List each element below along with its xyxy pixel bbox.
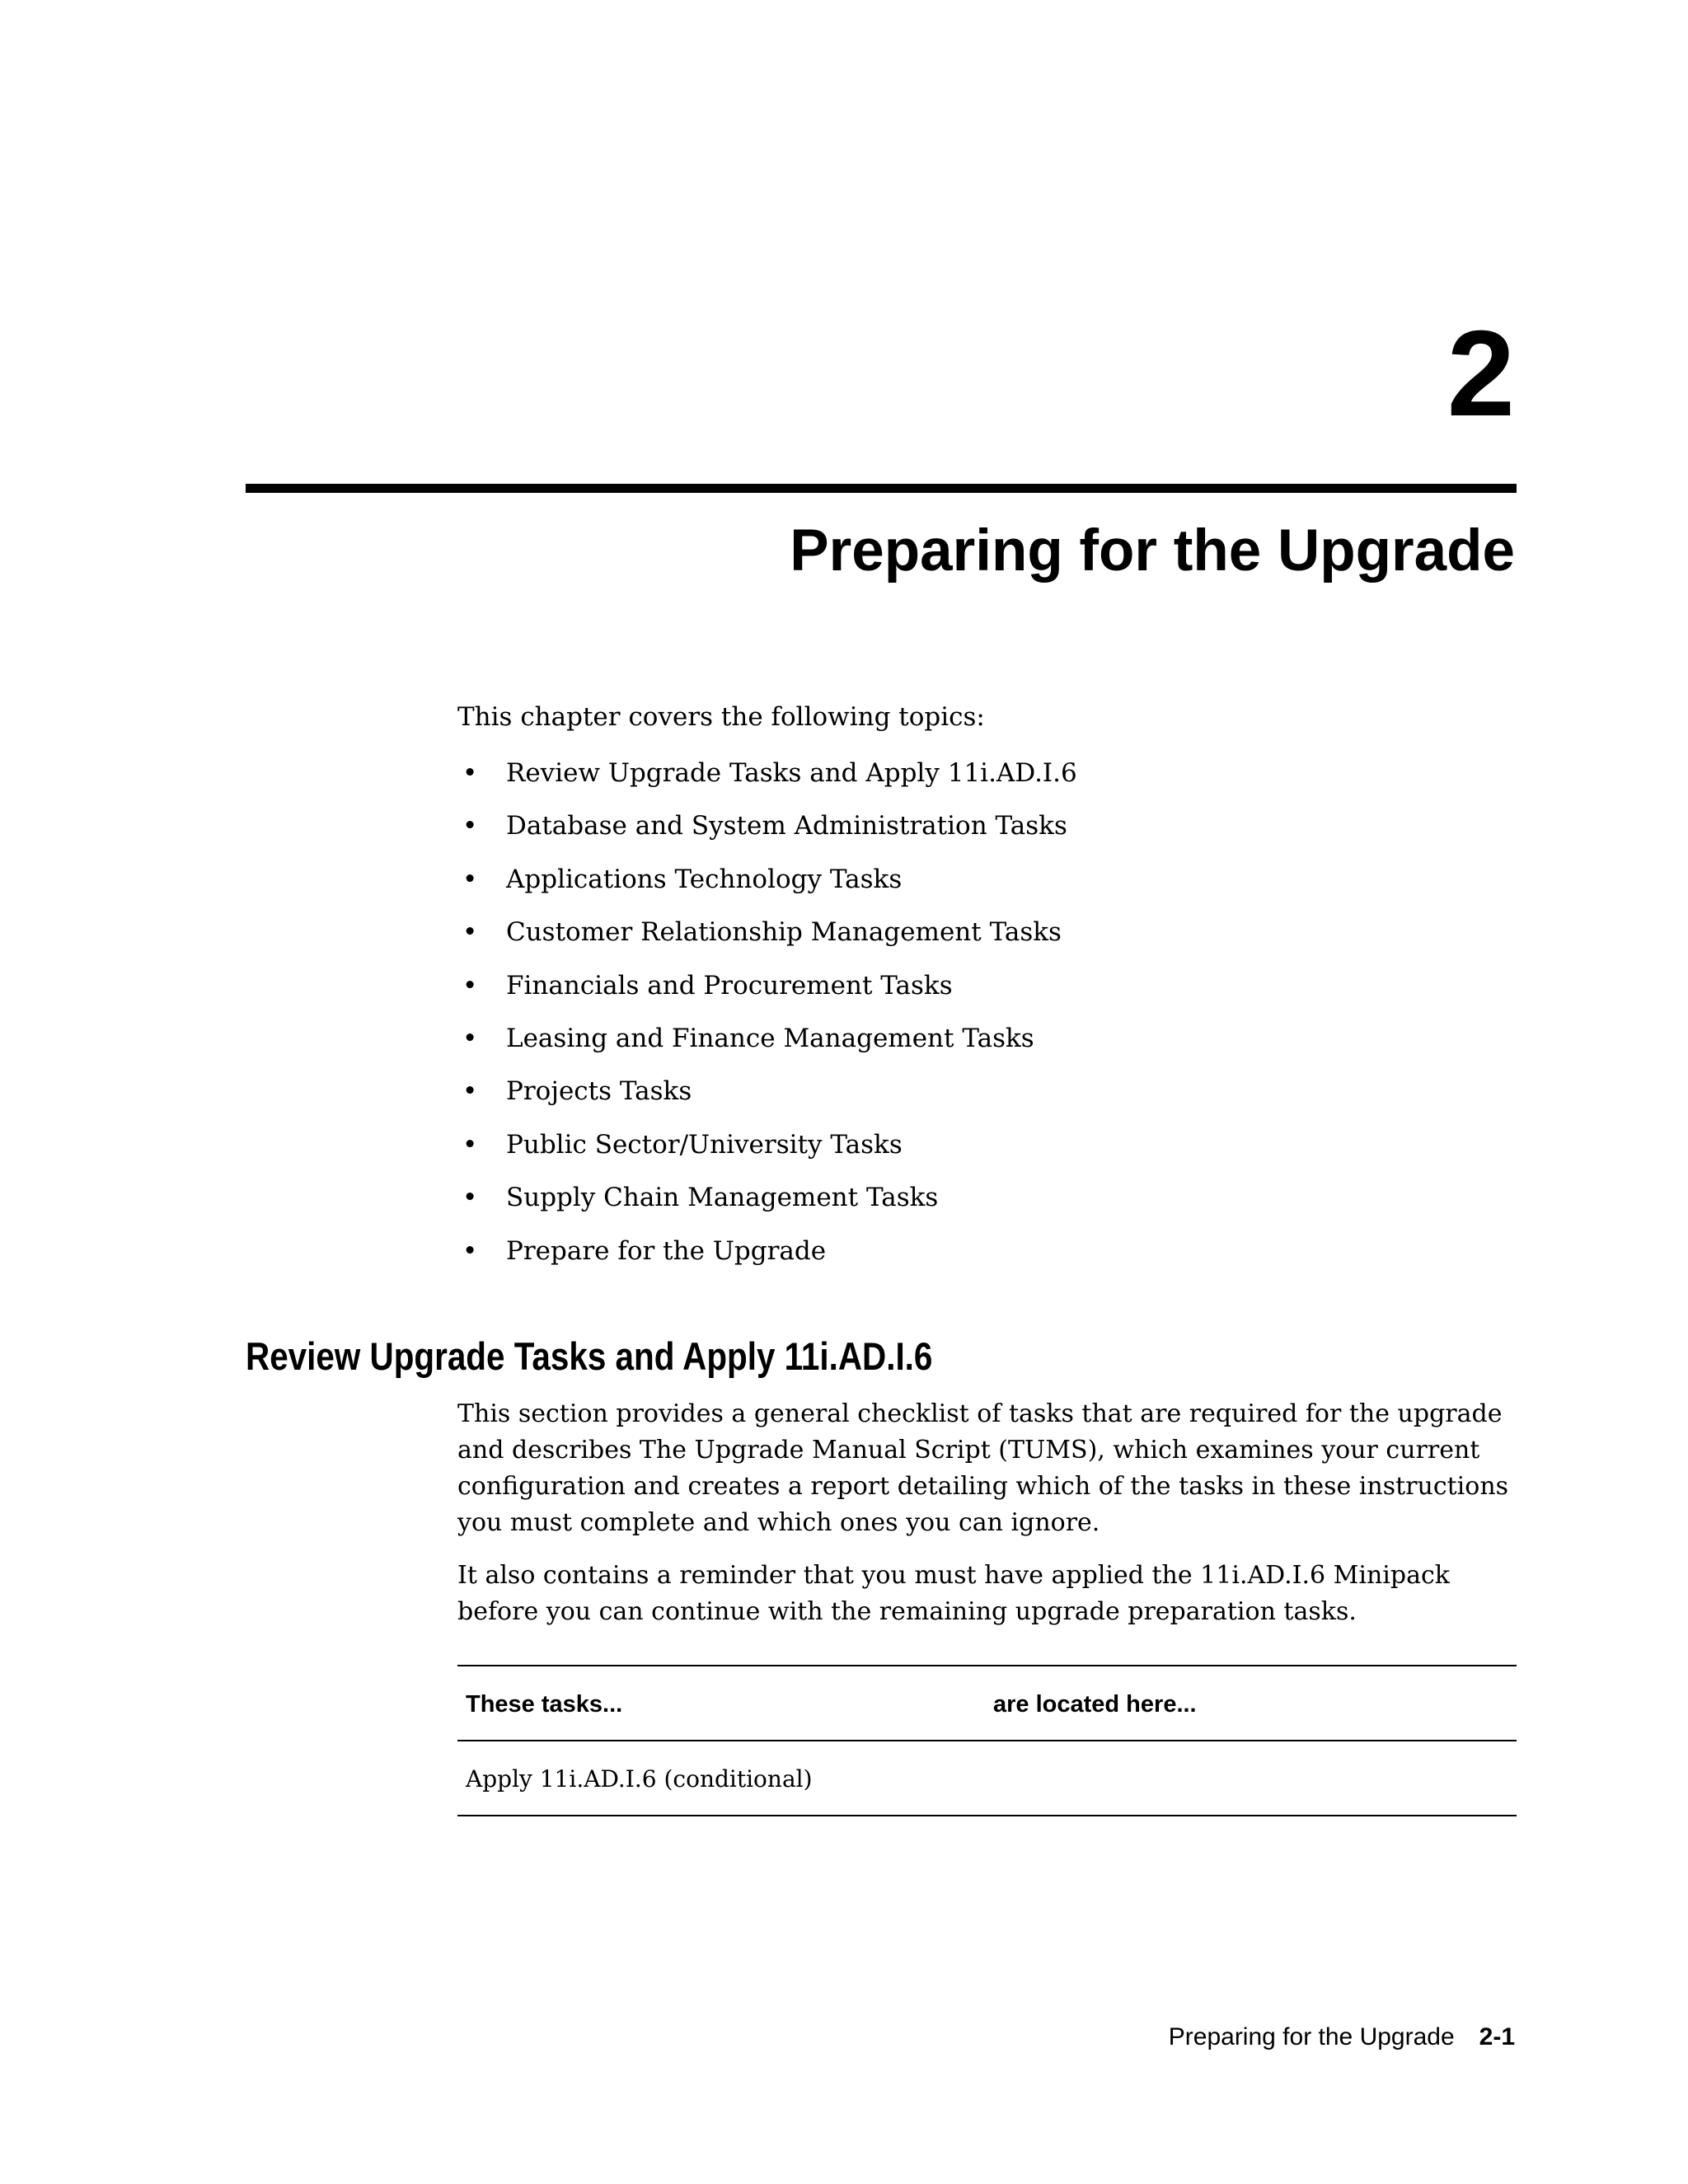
bullet-icon: • [462,864,478,894]
topic-label: Leasing and Finance Management Tasks [506,1023,1034,1053]
topic-label: Financials and Procurement Tasks [506,970,953,1001]
topic-item [457,861,1517,914]
footer-page-number: 2-1 [1479,2023,1515,2050]
topic-item [457,1073,1517,1126]
topic-label: Customer Relationship Management Tasks [506,917,1062,948]
topic-label: Projects Tasks [506,1076,692,1107]
section-paragraph: It also contains a reminder that you must have applied the 11i.AD.I.6 Minipack before you can continue with the remaining upgrade preparation tasks. [457,1561,1450,1626]
page-footer [1169,2023,1515,2051]
topic-item [457,968,1517,1020]
table-row [457,1741,1517,1815]
chapter-rule [246,484,1517,493]
topic-label: Database and System Administration Tasks [506,811,1067,841]
topic-item [457,1020,1517,1073]
bullet-icon: • [462,1235,478,1266]
section-heading: Review Upgrade Tasks and Apply 11i.AD.I.6 [246,1334,933,1378]
topic-label: Supply Chain Management Tasks [506,1183,939,1213]
table-cell: Apply 11i.AD.I.6 (conditional) [466,1765,813,1793]
topic-item [457,1127,1517,1179]
topic-label: Review Upgrade Tasks and Apply 11i.AD.I.6 [506,758,1077,788]
intro-text: This chapter covers the following topics: [457,702,985,732]
bullet-icon: • [462,1183,478,1213]
bullet-icon: • [462,811,478,841]
bullet-icon: • [462,917,478,948]
topic-label: Public Sector/University Tasks [506,1129,903,1160]
table-header-row [457,1666,1517,1740]
bullet-icon: • [462,758,478,788]
topic-item [457,914,1517,967]
task-table [457,1665,1517,1816]
topic-item [457,1179,1517,1232]
table-rule-bottom [457,1815,1517,1816]
topic-label: Prepare for the Upgrade [506,1235,827,1266]
bullet-icon: • [462,1023,478,1053]
table-header-cell: are located here... [993,1691,1197,1718]
chapter-number: 2 [1447,306,1515,442]
topic-label: Applications Technology Tasks [506,864,903,894]
bullet-icon: • [462,1129,478,1160]
topic-item [457,808,1517,860]
bullet-icon: • [462,1076,478,1107]
bullet-icon: • [462,970,478,1001]
footer-title: Preparing for the Upgrade [1168,2023,1455,2050]
chapter-title: Preparing for the Upgrade [790,518,1515,583]
topic-item [457,755,1517,808]
table-header-cell: These tasks... [466,1691,623,1718]
topic-item [457,1233,1517,1286]
topic-list [457,755,1517,1286]
section-paragraph: This section provides a general checklist of tasks that are required for the upgrade and describes The Upgrade Manual Script (TUMS), which examines your current configuration and creates a report detailing which of the tasks in these instructions you must complete and which ones you can ignore. [457,1399,1509,1537]
